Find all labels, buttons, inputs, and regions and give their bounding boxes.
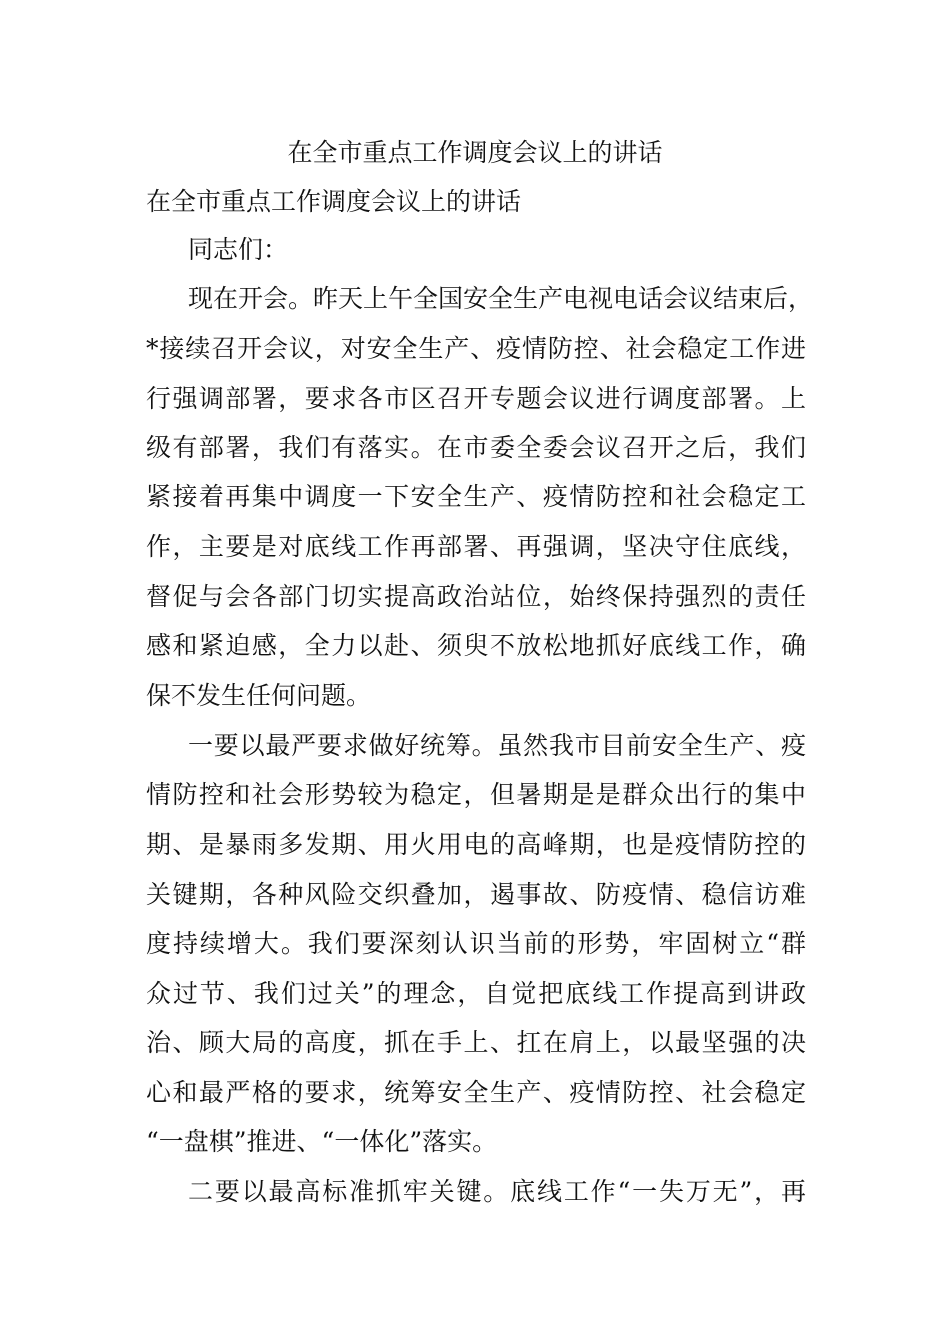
- paragraph-line: 度持续增大。我们要深刻认识当前的形势，牢固树立“群: [146, 929, 806, 958]
- greeting: 同志们：: [188, 235, 289, 264]
- paragraph-line: 众过节、我们过关”的理念，自觉把底线工作提高到讲政: [146, 979, 806, 1008]
- paragraph-line: 作，主要是对底线工作再部署、再强调，坚决守住底线，: [146, 532, 806, 561]
- paragraph-line: 保不发生任何问题。: [146, 681, 372, 710]
- paragraph-line: 二要以最高标准抓牢关键。底线工作“一失万无”，再: [188, 1177, 806, 1206]
- document-subtitle: 在全市重点工作调度会议上的讲话: [146, 187, 522, 216]
- paragraph-line: 心和最严格的要求，统筹安全生产、疫情防控、社会稳定: [146, 1078, 806, 1107]
- paragraph-line: 感和紧迫感，全力以赴、须臾不放松地抓好底线工作，确: [146, 631, 806, 660]
- paragraph-line: *接续召开会议，对安全生产、疫情防控、社会稳定工作进: [146, 334, 806, 363]
- paragraph-line: 期、是暴雨多发期、用火用电的高峰期，也是疫情防控的: [146, 830, 806, 859]
- paragraph-line: 行强调部署，要求各市区召开专题会议进行调度部署。上: [146, 384, 806, 413]
- paragraph-line: 关键期，各种风险交织叠加，遏事故、防疫情、稳信访难: [146, 880, 806, 909]
- paragraph-line: 治、顾大局的高度，抓在手上、扛在肩上，以最坚强的决: [146, 1028, 806, 1057]
- paragraph-line: 情防控和社会形势较为稳定，但暑期是是群众出行的集中: [146, 780, 806, 809]
- paragraph-line: 级有部署，我们有落实。在市委全委会议召开之后，我们: [146, 433, 806, 462]
- paragraph-line: “一盘棋”推进、“一体化”落实。: [146, 1127, 498, 1156]
- paragraph-line: 一要以最严要求做好统筹。虽然我市目前安全生产、疫: [188, 731, 806, 760]
- paragraph-line: 现在开会。昨天上午全国安全生产电视电话会议结束后，: [188, 284, 814, 313]
- paragraph-line: 督促与会各部门切实提高政治站位，始终保持强烈的责任: [146, 582, 806, 611]
- paragraph-line: 紧接着再集中调度一下安全生产、疫情防控和社会稳定工: [146, 482, 806, 511]
- document-title: 在全市重点工作调度会议上的讲话: [287, 138, 663, 167]
